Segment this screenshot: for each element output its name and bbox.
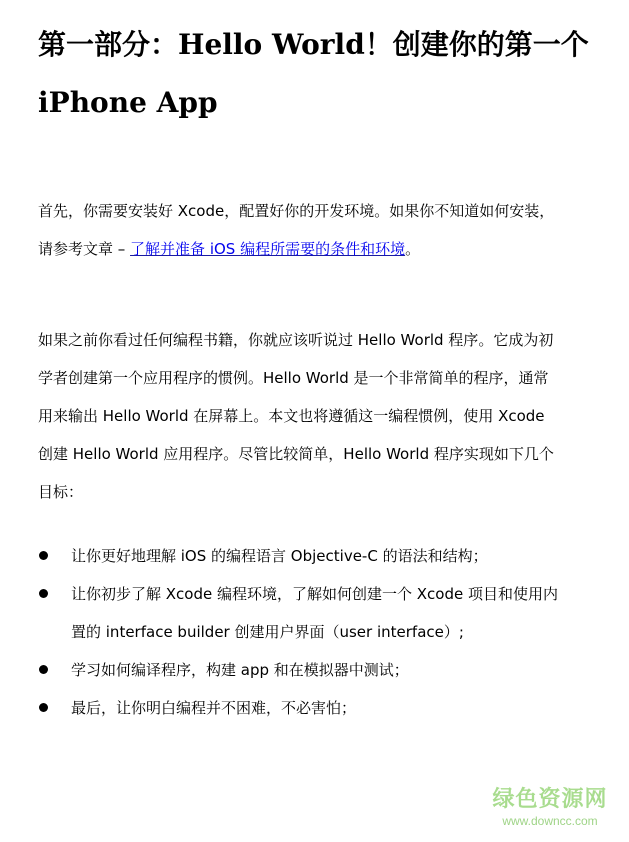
intro-line-2	[38, 230, 598, 268]
page-title	[38, 16, 608, 132]
list-item-text: 让你更好地理解 iOS 的编程语言 Objective-C 的语法和结构；	[71, 547, 488, 565]
body-line: 创建 Hello World 应用程序。尽管比较简单，Hello World 程序实现如下几个	[38, 445, 554, 463]
title-line-1: 第一部分：Hello World！创建你的第一个	[38, 28, 589, 61]
body-line: 用来输出 Hello World 在屏幕上。本文也将遵循这一编程惯例，使用 Xcode	[38, 407, 545, 425]
list-item-text: 学习如何编译程序，构建 app 和在模拟器中测试；	[71, 661, 409, 679]
bullet-icon	[39, 551, 48, 560]
intro-paragraph	[38, 192, 598, 268]
reference-article-link[interactable]: 了解并准备 iOS 编程所需要的条件和环境	[130, 240, 406, 258]
body-paragraph	[38, 321, 598, 511]
list-item-text: 最后，让你明白编程并不困难，不必害怕；	[71, 699, 357, 717]
intro-line-2-prefix: 请参考文章 –	[38, 240, 131, 258]
bullet-icon	[39, 665, 48, 674]
intro-line-1: 首先，你需要安装好 Xcode，配置好你的开发环境。如果你不知道如何安装，	[38, 202, 555, 220]
watermark-url: www.downcc.com	[502, 814, 598, 828]
title-line-2: iPhone App	[38, 86, 218, 119]
body-line: 如果之前你看过任何编程书籍，你就应该听说过 Hello World 程序。它成为初	[38, 331, 554, 349]
watermark-name: 绿色资源网	[492, 787, 608, 812]
list-item	[38, 575, 608, 651]
bullet-icon	[39, 589, 48, 598]
goals-list	[38, 537, 608, 727]
list-item	[38, 651, 608, 689]
list-item	[38, 537, 608, 575]
body-line: 目标：	[38, 483, 84, 501]
body-line: 学者创建第一个应用程序的惯例。Hello World 是一个非常简单的程序，通常	[38, 369, 549, 387]
list-item-text: 置的 interface builder 创建用户界面（user interface）;	[71, 623, 464, 641]
intro-line-2-suffix: 。	[405, 240, 421, 258]
list-item-text: 让你初步了解 Xcode 编程环境，了解如何创建一个 Xcode 项目和使用内	[71, 585, 558, 603]
bullet-icon	[39, 703, 48, 712]
list-item	[38, 689, 608, 727]
watermark	[491, 786, 609, 828]
